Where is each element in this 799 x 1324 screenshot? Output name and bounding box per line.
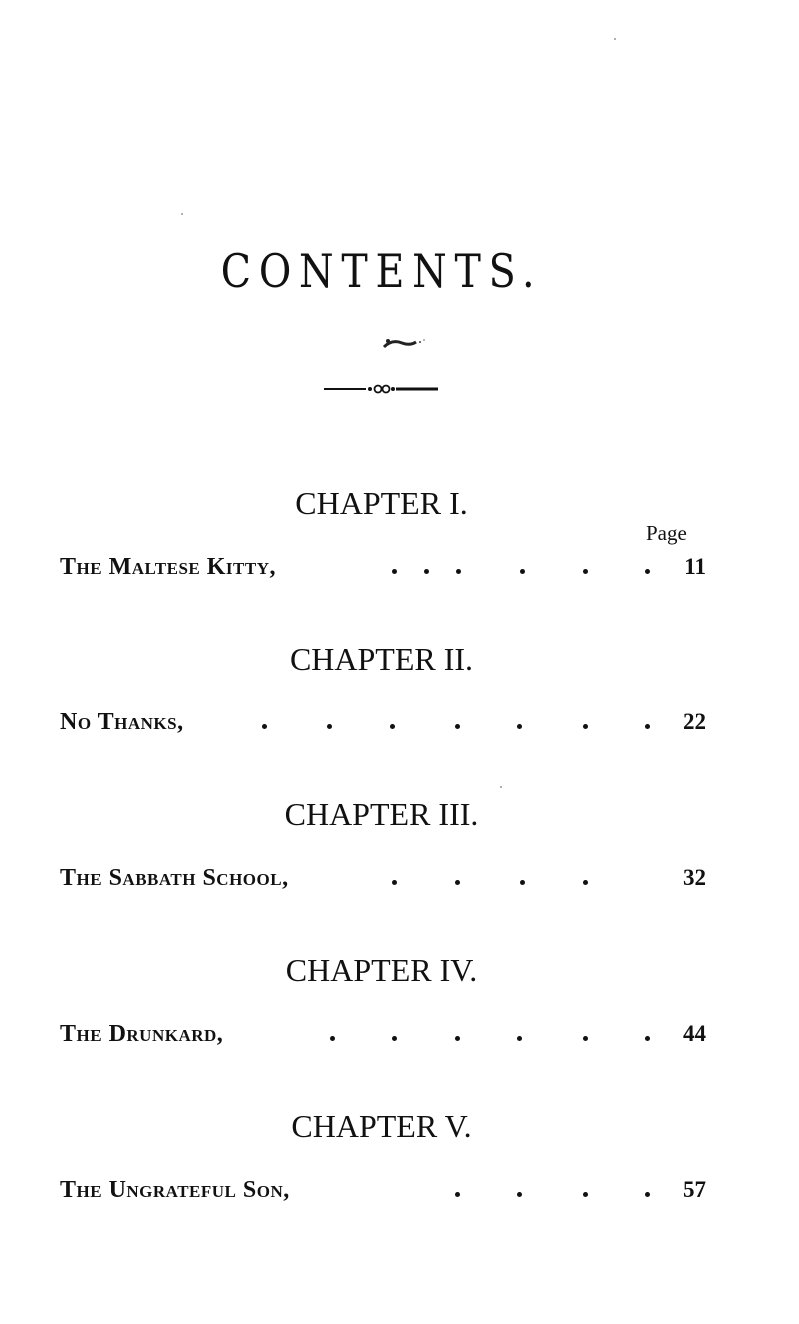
rule-ornament <box>322 382 440 396</box>
toc-entry-1[interactable] <box>60 552 706 582</box>
toc-entry-3[interactable] <box>60 863 706 893</box>
leader-dot <box>455 724 460 729</box>
leader-dot <box>262 724 267 729</box>
leader-dot <box>583 880 588 885</box>
leader-dot <box>645 569 650 574</box>
chapter-heading-3: CHAPTER III. <box>284 796 479 832</box>
dot-leader <box>60 707 706 737</box>
toc-entry-2[interactable] <box>60 707 706 737</box>
dot-leader <box>60 552 706 582</box>
leader-dot <box>455 1192 460 1197</box>
page-number: 32 <box>683 865 706 890</box>
leader-dot <box>520 880 525 885</box>
entry-title: The Ungrateful Son, <box>60 1177 290 1203</box>
leader-dot <box>455 880 460 885</box>
leader-dot <box>330 1036 335 1041</box>
paper-speck <box>181 213 183 215</box>
leader-dot <box>392 569 397 574</box>
chapter-heading-2: CHAPTER II. <box>289 641 474 677</box>
entry-title: No Thanks, <box>60 709 184 735</box>
paper-speck <box>614 38 616 40</box>
leader-dot <box>645 724 650 729</box>
chapter-heading-1: CHAPTER I. <box>295 485 468 521</box>
leader-dot <box>583 1192 588 1197</box>
page-number: 44 <box>683 1021 706 1046</box>
leader-dot <box>517 1192 522 1197</box>
paper-speck <box>500 786 502 788</box>
leader-dot <box>392 1036 397 1041</box>
dot-leader <box>60 1019 706 1049</box>
page-title: CONTENTS. <box>220 244 543 298</box>
leader-dot <box>392 880 397 885</box>
leader-dot <box>583 1036 588 1041</box>
page-column-label: Page <box>646 521 687 545</box>
toc-entry-4[interactable] <box>60 1019 706 1049</box>
page-number: 22 <box>683 709 706 734</box>
chapter-heading-4: CHAPTER IV. <box>285 952 478 988</box>
leader-dot <box>390 724 395 729</box>
toc-entry-5[interactable] <box>60 1175 706 1205</box>
entry-title: The Maltese Kitty, <box>60 554 276 580</box>
leader-dot <box>517 724 522 729</box>
dot-leader <box>60 863 706 893</box>
leader-dot <box>645 1192 650 1197</box>
dot-leader <box>60 1175 706 1205</box>
leader-dot <box>456 569 461 574</box>
leader-dot <box>455 1036 460 1041</box>
page-number: 57 <box>683 1177 706 1202</box>
leader-dot <box>327 724 332 729</box>
leader-dot <box>645 1036 650 1041</box>
chapter-heading-5: CHAPTER V. <box>291 1108 472 1144</box>
leader-dot <box>520 569 525 574</box>
entry-title: The Sabbath School, <box>60 865 289 891</box>
small-ornament <box>380 333 426 353</box>
leader-dot <box>583 724 588 729</box>
leader-dot <box>517 1036 522 1041</box>
leader-dot <box>583 569 588 574</box>
page-number: 11 <box>684 554 706 579</box>
entry-title: The Drunkard, <box>60 1021 224 1047</box>
leader-dot <box>424 569 429 574</box>
